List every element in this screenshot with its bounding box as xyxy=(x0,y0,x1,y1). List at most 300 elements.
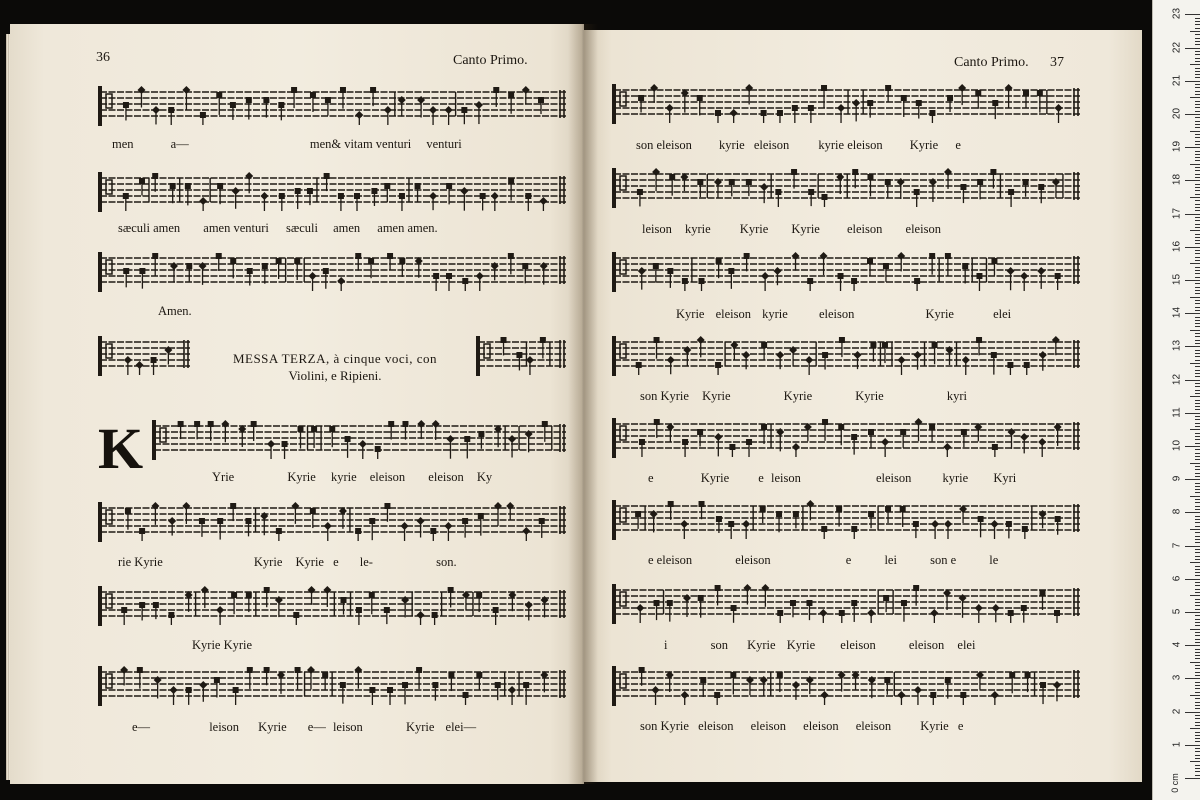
lyric: Kyrie xyxy=(295,555,324,569)
ruler-tick xyxy=(1195,419,1200,420)
staff xyxy=(96,500,568,542)
ruler-tick xyxy=(1195,559,1200,560)
ruler-label: 18 xyxy=(1171,174,1183,186)
ruler-tick xyxy=(1195,509,1200,510)
ruler-tick xyxy=(1195,260,1200,261)
ruler-tick xyxy=(1195,167,1200,168)
ruler-tick xyxy=(1195,526,1200,527)
ruler-tick xyxy=(1195,127,1200,128)
staff-graphic xyxy=(610,334,1082,376)
ruler-tick xyxy=(1195,765,1200,766)
ruler-tick xyxy=(1185,512,1200,513)
ruler-tick xyxy=(1185,14,1200,15)
ruler-tick xyxy=(1195,615,1200,616)
ruler-tick xyxy=(1185,678,1200,679)
ruler-tick xyxy=(1195,658,1200,659)
ruler-tick xyxy=(1195,605,1200,606)
ruler-label: 21 xyxy=(1171,74,1183,86)
ruler-tick xyxy=(1195,536,1200,537)
lyric: kyri xyxy=(946,389,967,403)
ruler-tick xyxy=(1195,207,1200,208)
ruler-tick xyxy=(1190,197,1200,198)
lyric: lei xyxy=(884,553,897,567)
ruler-tick xyxy=(1195,735,1200,736)
ruler-tick xyxy=(1195,622,1200,623)
ruler-tick xyxy=(1195,516,1200,517)
lyric: kyrie xyxy=(684,222,711,236)
lyric: eleison xyxy=(803,719,839,733)
ruler-tick xyxy=(1195,170,1200,171)
ruler-tick xyxy=(1195,383,1200,384)
ruler-tick xyxy=(1185,114,1200,115)
ruler-tick xyxy=(1190,595,1200,596)
ruler-tick xyxy=(1195,190,1200,191)
ruler-label: 8 xyxy=(1171,509,1183,515)
ruler-tick xyxy=(1195,449,1200,450)
ruler-label: 7 xyxy=(1171,542,1183,548)
ruler-tick xyxy=(1195,675,1200,676)
staff-graphic xyxy=(96,84,568,126)
ruler-tick xyxy=(1195,61,1200,62)
ruler-tick xyxy=(1195,376,1200,377)
ruler-label: 14 xyxy=(1171,307,1183,319)
ruler-tick xyxy=(1195,751,1200,752)
ruler-tick xyxy=(1195,177,1200,178)
ruler-label: 4 xyxy=(1171,641,1183,648)
ruler-tick xyxy=(1185,81,1200,82)
lyric: le- xyxy=(359,555,373,569)
ruler-tick xyxy=(1190,629,1200,630)
ruler-tick xyxy=(1195,483,1200,484)
staff-graphic xyxy=(610,416,1082,458)
ruler-tick xyxy=(1195,343,1200,344)
ruler-tick xyxy=(1195,655,1200,656)
lyric: eleison xyxy=(428,470,464,484)
ruler-tick xyxy=(1185,579,1200,580)
staff-graphic xyxy=(610,582,1082,624)
ruler-tick xyxy=(1195,582,1200,583)
ruler-tick xyxy=(1195,443,1200,444)
ruler-tick xyxy=(1195,366,1200,367)
staff xyxy=(96,334,192,376)
lyric-line xyxy=(212,470,492,485)
lyric: Kyrie xyxy=(253,555,283,569)
staff xyxy=(610,664,1082,706)
ruler-tick xyxy=(1195,257,1200,258)
ruler-tick xyxy=(1195,250,1200,251)
lyric: leison xyxy=(332,720,363,734)
lyric: eleison xyxy=(753,138,790,152)
ruler-tick xyxy=(1195,101,1200,102)
lyric: leison xyxy=(209,720,240,734)
ruler-tick xyxy=(1195,748,1200,749)
ruler-tick xyxy=(1195,499,1200,500)
ruler-tick xyxy=(1195,317,1200,318)
ruler-tick xyxy=(1195,373,1200,374)
ruler-tick xyxy=(1190,463,1200,464)
lyric: eleison xyxy=(715,307,752,321)
ruler-tick xyxy=(1195,68,1200,69)
ruler-tick xyxy=(1195,433,1200,434)
ruler-tick xyxy=(1195,519,1200,520)
ruler-tick xyxy=(1195,121,1200,122)
ruler-tick xyxy=(1195,370,1200,371)
ruler-tick xyxy=(1195,642,1200,643)
lyric: amen venturi xyxy=(203,221,269,235)
lyric: Kyrie xyxy=(700,471,730,485)
ruler-tick xyxy=(1195,270,1200,271)
lyric: son Kyrie xyxy=(640,389,689,403)
ruler-tick xyxy=(1190,695,1200,696)
ruler-tick xyxy=(1195,303,1200,304)
lyric: eleison xyxy=(750,719,787,733)
lyric: Yrie xyxy=(212,470,235,484)
ruler-tick xyxy=(1185,214,1200,215)
section-title-line2: Violini, e Ripieni. xyxy=(288,368,382,383)
staff-graphic xyxy=(150,418,568,460)
ruler-tick xyxy=(1185,346,1200,347)
ruler-tick xyxy=(1195,310,1200,311)
lyric: eleison xyxy=(905,222,941,236)
ruler-tick xyxy=(1195,459,1200,460)
ruler-tick xyxy=(1195,243,1200,244)
lyric: Kyrie xyxy=(287,470,316,484)
ruler-tick xyxy=(1195,38,1200,39)
lyric-line xyxy=(648,471,1016,486)
ruler-tick xyxy=(1195,486,1200,487)
lyric: eleison xyxy=(369,470,406,484)
ruler-label: 23 xyxy=(1171,8,1183,20)
staff xyxy=(96,584,568,626)
ruler-tick xyxy=(1195,283,1200,284)
ruler-tick xyxy=(1195,456,1200,457)
ruler-tick xyxy=(1185,778,1200,779)
ruler-tick xyxy=(1190,429,1200,430)
ruler-tick xyxy=(1195,592,1200,593)
ruler-tick xyxy=(1195,84,1200,85)
lyric: sæculi amen xyxy=(118,221,181,235)
lyric: eleison xyxy=(840,638,876,652)
ruler-label: 17 xyxy=(1171,207,1183,219)
ruler-tick xyxy=(1195,768,1200,769)
lyric: a— xyxy=(170,137,189,151)
ruler-tick xyxy=(1195,393,1200,394)
ruler-tick xyxy=(1195,111,1200,112)
ruler-tick xyxy=(1185,446,1200,447)
running-head-left: Canto Primo. xyxy=(453,53,528,68)
ruler-tick xyxy=(1195,502,1200,503)
ruler-tick xyxy=(1195,718,1200,719)
staff-graphic xyxy=(610,250,1082,292)
ruler-tick xyxy=(1195,532,1200,533)
ruler-tick xyxy=(1190,31,1200,32)
ruler-tick xyxy=(1195,300,1200,301)
ruler-tick xyxy=(1195,698,1200,699)
staff xyxy=(150,418,568,460)
lyric: kyrie xyxy=(719,138,745,152)
ruler-tick xyxy=(1195,184,1200,185)
ruler-tick xyxy=(1195,572,1200,573)
ruler-tick xyxy=(1195,287,1200,288)
lyric: amen amen. xyxy=(377,221,438,235)
lyric: leison xyxy=(642,222,672,236)
lyric: e xyxy=(333,555,339,569)
ruler-tick xyxy=(1195,725,1200,726)
lyric: Kyrie xyxy=(702,389,731,403)
ruler-tick xyxy=(1195,609,1200,610)
ruler-tick xyxy=(1195,323,1200,324)
ruler-tick xyxy=(1195,755,1200,756)
lyric: i xyxy=(664,638,668,652)
ruler-tick xyxy=(1195,406,1200,407)
lyric: eleison xyxy=(855,719,892,733)
ruler-tick xyxy=(1195,21,1200,22)
staff-graphic xyxy=(96,334,192,376)
section-title xyxy=(210,350,460,384)
ruler-tick xyxy=(1195,539,1200,540)
lyric: son. xyxy=(436,555,457,569)
ruler-tick xyxy=(1190,164,1200,165)
staff xyxy=(610,166,1082,208)
lyric: e eleison xyxy=(648,553,693,567)
lyric: eleison xyxy=(846,222,883,236)
ruler-tick xyxy=(1195,439,1200,440)
ruler-tick xyxy=(1185,479,1200,480)
ruler-tick xyxy=(1185,645,1200,646)
ruler-tick xyxy=(1190,363,1200,364)
ruler-tick xyxy=(1195,237,1200,238)
ruler-tick xyxy=(1195,732,1200,733)
lyric: Kyrie xyxy=(739,222,769,236)
ruler-tick xyxy=(1195,403,1200,404)
lyric: Kyrie xyxy=(747,638,776,652)
ruler-tick xyxy=(1195,589,1200,590)
ruler-tick xyxy=(1195,58,1200,59)
staff-graphic xyxy=(96,664,568,706)
lyric: eleison xyxy=(818,307,855,321)
ruler-tick xyxy=(1195,94,1200,95)
ruler-tick xyxy=(1195,77,1200,78)
ruler-tick xyxy=(1195,320,1200,321)
ruler-tick xyxy=(1195,240,1200,241)
ruler-tick xyxy=(1195,566,1200,567)
lyric: kyrie xyxy=(762,307,788,321)
staff xyxy=(610,334,1082,376)
lyric: kyrie eleison xyxy=(818,138,883,152)
ruler-label: 3 xyxy=(1171,675,1183,681)
lyric: Kyri xyxy=(993,471,1017,485)
staff-graphic xyxy=(96,170,568,212)
lyric: Kyrie xyxy=(855,389,884,403)
ruler-label: 13 xyxy=(1171,340,1183,352)
ruler-tick xyxy=(1195,224,1200,225)
ruler-tick xyxy=(1195,416,1200,417)
ruler-tick xyxy=(1190,230,1200,231)
ruler-tick xyxy=(1195,635,1200,636)
ruler-tick xyxy=(1195,267,1200,268)
ruler-tick xyxy=(1190,330,1200,331)
staff xyxy=(474,334,568,376)
ruler-label: 10 xyxy=(1171,439,1183,452)
ruler-tick xyxy=(1195,738,1200,739)
ruler-tick xyxy=(1195,157,1200,158)
ruler-tick xyxy=(1185,313,1200,314)
staff xyxy=(610,416,1082,458)
ruler-tick xyxy=(1185,546,1200,547)
ruler-tick xyxy=(1195,569,1200,570)
ruler-label: 9 xyxy=(1171,475,1183,482)
ruler-tick xyxy=(1195,227,1200,228)
ruler-unit: 0 cm xyxy=(1169,773,1180,793)
lyric: e xyxy=(758,471,764,485)
lyric-line xyxy=(192,638,252,653)
lyric: Kyrie xyxy=(783,389,813,403)
lyric-line xyxy=(118,555,457,570)
ruler-tick xyxy=(1190,396,1200,397)
staff-graphic xyxy=(96,584,568,626)
ruler-tick xyxy=(1195,625,1200,626)
ruler-tick xyxy=(1190,496,1200,497)
ruler-tick xyxy=(1195,639,1200,640)
ruler-tick xyxy=(1195,685,1200,686)
ruler-tick xyxy=(1195,775,1200,776)
lyric: Kyrie xyxy=(405,720,435,734)
ruler-tick xyxy=(1195,104,1200,105)
lyric: men& vitam venturi xyxy=(309,137,412,151)
lyric: son e xyxy=(930,553,957,567)
ruler-tick xyxy=(1190,263,1200,264)
decorative-initial: K xyxy=(98,416,144,481)
ruler-tick xyxy=(1185,413,1200,414)
ruler-tick xyxy=(1195,649,1200,650)
lyric: venturi xyxy=(426,137,462,151)
lyric: e xyxy=(648,471,654,485)
lyric: e— xyxy=(307,720,326,734)
ruler-tick xyxy=(1195,522,1200,523)
ruler-tick xyxy=(1195,44,1200,45)
lyric-line xyxy=(676,307,1011,322)
ruler-tick xyxy=(1195,210,1200,211)
lyric: Kyrie xyxy=(258,720,287,734)
ruler-tick xyxy=(1195,476,1200,477)
lyric: eleison xyxy=(908,638,945,652)
ruler-tick xyxy=(1195,141,1200,142)
ruler-tick xyxy=(1195,336,1200,337)
ruler-label: 15 xyxy=(1171,273,1183,286)
ruler-tick xyxy=(1195,220,1200,221)
ruler-tick xyxy=(1190,97,1200,98)
lyric: Kyrie xyxy=(786,638,816,652)
ruler-tick xyxy=(1185,712,1200,713)
ruler-tick xyxy=(1195,154,1200,155)
ruler-tick xyxy=(1190,728,1200,729)
ruler-tick xyxy=(1195,599,1200,600)
ruler-tick xyxy=(1195,151,1200,152)
ruler-tick xyxy=(1195,194,1200,195)
staff xyxy=(610,498,1082,540)
ruler-tick xyxy=(1195,400,1200,401)
lyric-line xyxy=(118,221,438,236)
staff-graphic xyxy=(610,664,1082,706)
ruler-tick xyxy=(1195,708,1200,709)
ruler-label: 16 xyxy=(1171,240,1183,252)
ruler-tick xyxy=(1185,612,1200,613)
ruler-tick xyxy=(1195,24,1200,25)
ruler-tick xyxy=(1195,350,1200,351)
ruler-tick xyxy=(1195,552,1200,553)
ruler-tick xyxy=(1195,54,1200,55)
ruler-tick xyxy=(1195,688,1200,689)
ruler-tick xyxy=(1195,91,1200,92)
ruler-tick xyxy=(1195,722,1200,723)
ruler-label: 22 xyxy=(1171,41,1183,53)
section-title-line1: MESSA TERZA, à cinque voci, con xyxy=(232,351,438,366)
ruler-tick xyxy=(1195,556,1200,557)
ruler-tick xyxy=(1195,353,1200,354)
ruler-tick xyxy=(1195,307,1200,308)
ruler-tick xyxy=(1195,360,1200,361)
ruler-tick xyxy=(1195,549,1200,550)
lyric: sæculi xyxy=(286,221,318,235)
lyric: le xyxy=(989,553,999,567)
ruler-tick xyxy=(1190,662,1200,663)
running-head-right: Canto Primo. xyxy=(954,55,1029,70)
ruler-tick xyxy=(1195,758,1200,759)
lyric: son Kyrie xyxy=(640,719,689,733)
lyric: elei xyxy=(957,638,976,652)
ruler-label: 6 xyxy=(1171,575,1183,582)
ruler-label: 12 xyxy=(1171,373,1183,385)
ruler-tick xyxy=(1195,137,1200,138)
ruler-tick xyxy=(1195,326,1200,327)
ruler-tick xyxy=(1195,200,1200,201)
lyric: son eleison xyxy=(636,138,692,152)
ruler-tick xyxy=(1195,602,1200,603)
ruler-tick xyxy=(1195,51,1200,52)
ruler-tick xyxy=(1195,277,1200,278)
ruler-tick xyxy=(1195,436,1200,437)
ruler-label: 20 xyxy=(1171,107,1183,120)
ruler-tick xyxy=(1185,380,1200,381)
staff-graphic xyxy=(96,500,568,542)
lyric: Kyrie xyxy=(791,222,820,236)
ruler-tick xyxy=(1195,204,1200,205)
ruler-tick xyxy=(1195,668,1200,669)
ruler-tick xyxy=(1195,124,1200,125)
lyric: son xyxy=(710,638,728,652)
lyric: Kyrie Kyrie xyxy=(192,638,253,652)
page-number-left: 36 xyxy=(96,50,110,65)
ruler-tick xyxy=(1195,672,1200,673)
ruler-tick xyxy=(1195,692,1200,693)
lyric: leison xyxy=(770,471,801,485)
ruler-tick xyxy=(1195,665,1200,666)
staff xyxy=(96,170,568,212)
ruler-tick xyxy=(1195,340,1200,341)
lyric-line xyxy=(158,304,192,319)
ruler-tick xyxy=(1195,390,1200,391)
staff xyxy=(610,250,1082,292)
staff-graphic xyxy=(96,250,568,292)
ruler-tick xyxy=(1195,273,1200,274)
ruler-tick xyxy=(1195,160,1200,161)
staff xyxy=(610,582,1082,624)
ruler-tick xyxy=(1195,333,1200,334)
lyric: e xyxy=(845,553,852,567)
ruler-label: 19 xyxy=(1171,141,1183,153)
page-number-right: 37 xyxy=(1050,55,1064,70)
ruler-tick xyxy=(1195,453,1200,454)
